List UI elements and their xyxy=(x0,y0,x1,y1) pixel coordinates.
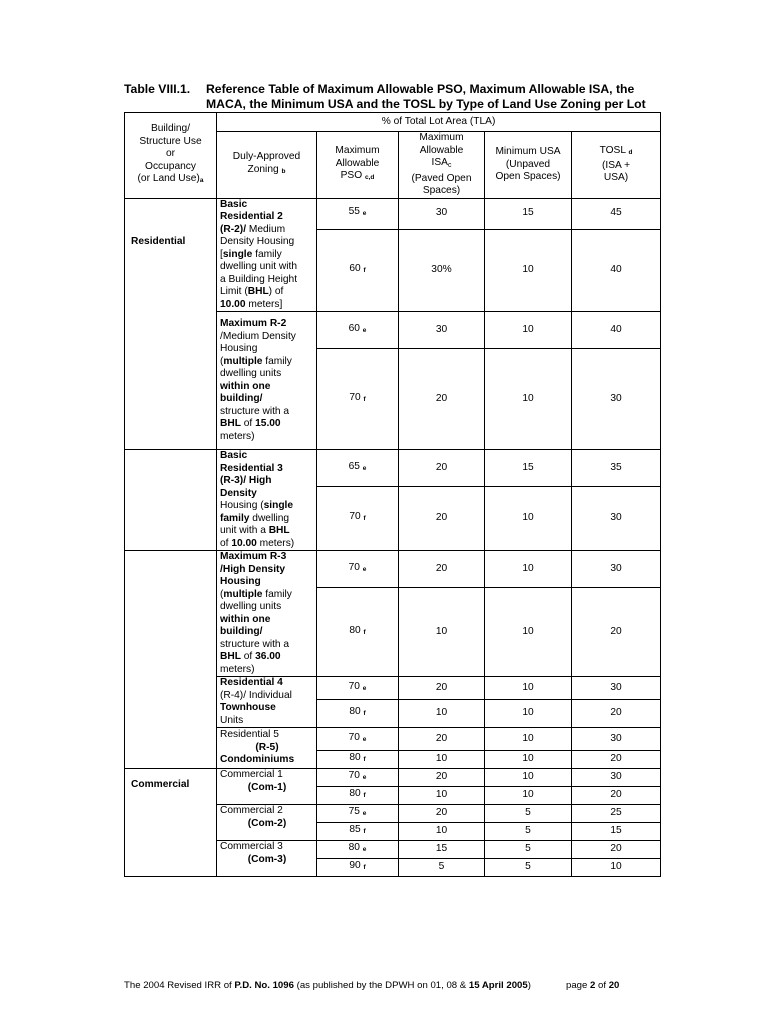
tosl-cell: 35 xyxy=(572,450,661,487)
pso-cell: 80 f xyxy=(317,787,399,805)
usa-cell: 15 xyxy=(485,450,572,487)
isa-cell: 20 xyxy=(399,551,485,588)
zoning-r3-basic: Basic Residential 3 (R-3)/ High Density Housing (single family dwelling unit with a BHL of 10.00 meters) xyxy=(217,450,317,551)
usa-cell: 10 xyxy=(485,551,572,588)
pso-cell: 65 e xyxy=(317,450,399,487)
zoning-com3: Commercial 3 (Com-3) xyxy=(217,841,317,877)
pso-cell: 85 f xyxy=(317,823,399,841)
isa-cell: 10 xyxy=(399,823,485,841)
tosl-cell: 20 xyxy=(572,841,661,859)
occupancy-commercial: Commercial xyxy=(125,769,217,877)
isa-cell: 10 xyxy=(399,700,485,728)
isa-cell: 20 xyxy=(399,728,485,751)
usa-cell: 10 xyxy=(485,787,572,805)
pso-cell: 80 e xyxy=(317,841,399,859)
footer-citation: The 2004 Revised IRR of P.D. No. 1096 (as published by the DPWH on 01, 08 & 15 April 2005) xyxy=(124,980,531,991)
tosl-cell: 40 xyxy=(572,312,661,349)
title-line-2: MACA, the Minimum USA and the TOSL by Type of Land Use Zoning per Lot xyxy=(206,97,646,111)
isa-cell: 10 xyxy=(399,787,485,805)
tosl-cell: 30 xyxy=(572,487,661,551)
reference-table xyxy=(124,112,661,877)
usa-cell: 15 xyxy=(485,198,572,229)
zoning-com1: Commercial 1 (Com-1) xyxy=(217,769,317,805)
table-title xyxy=(124,82,664,112)
header-occupancy: Building/ Structure Use or Occupancy (or Land Use)a xyxy=(125,113,217,199)
usa-cell: 10 xyxy=(485,700,572,728)
pso-cell: 70 f xyxy=(317,349,399,450)
header-pso: Maximum Allowable PSO c,d xyxy=(317,132,399,199)
occupancy-residential: Residential xyxy=(125,198,217,450)
pso-cell: 60 f xyxy=(317,229,399,311)
header-zoning: Duly-Approved Zoning b xyxy=(217,132,317,199)
zoning-r4: Residential 4 (R-4)/ Individual Townhouse Units xyxy=(217,677,317,728)
usa-cell: 5 xyxy=(485,841,572,859)
header-usa: Minimum USA (Unpaved Open Spaces) xyxy=(485,132,572,199)
isa-cell: 20 xyxy=(399,487,485,551)
zoning-r3-max: Maximum R-3 /High Density Housing (multiple family dwelling units within one building/ structure with a BHL of 36.00 meters) xyxy=(217,551,317,677)
header-row xyxy=(125,113,661,132)
isa-cell: 20 xyxy=(399,769,485,787)
tosl-cell: 30 xyxy=(572,769,661,787)
tosl-cell: 25 xyxy=(572,805,661,823)
isa-cell: 20 xyxy=(399,349,485,450)
pso-cell: 70 e xyxy=(317,769,399,787)
table-number: Table VIII.1. xyxy=(124,82,191,96)
table-row xyxy=(125,198,661,229)
isa-cell: 20 xyxy=(399,450,485,487)
pso-cell: 55 e xyxy=(317,198,399,229)
usa-cell: 5 xyxy=(485,859,572,877)
usa-cell: 10 xyxy=(485,349,572,450)
pso-cell: 70 f xyxy=(317,487,399,551)
usa-cell: 10 xyxy=(485,588,572,677)
usa-cell: 10 xyxy=(485,487,572,551)
occupancy-empty xyxy=(125,450,217,551)
tosl-cell: 15 xyxy=(572,823,661,841)
pso-cell: 75 e xyxy=(317,805,399,823)
page-footer xyxy=(124,980,644,991)
zoning-r5: Residential 5 (R-5) Condominiums xyxy=(217,728,317,769)
pso-cell: 60 e xyxy=(317,312,399,349)
title-line-1: Reference Table of Maximum Allowable PSO, Maximum Allowable ISA, the xyxy=(206,82,635,96)
isa-cell: 15 xyxy=(399,841,485,859)
pso-cell: 90 f xyxy=(317,859,399,877)
pso-cell: 80 f xyxy=(317,700,399,728)
tosl-cell: 20 xyxy=(572,700,661,728)
zoning-r2-basic: Basic Residential 2 (R-2)/ Medium Density Housing [single family dwelling unit with a Building Height Limit (BHL) of 10.00 meters] xyxy=(217,198,317,312)
usa-cell: 10 xyxy=(485,229,572,311)
pso-cell: 80 f xyxy=(317,751,399,769)
table-row xyxy=(125,769,661,787)
isa-cell: 30 xyxy=(399,312,485,349)
header-tosl: TOSL d (ISA + USA) xyxy=(572,132,661,199)
tosl-cell: 30 xyxy=(572,349,661,450)
isa-cell: 5 xyxy=(399,859,485,877)
header-isa: Maximum Allowable ISAc (Paved Open Spaces) xyxy=(399,132,485,199)
tosl-cell: 30 xyxy=(572,677,661,700)
pso-cell: 70 e xyxy=(317,728,399,751)
usa-cell: 10 xyxy=(485,677,572,700)
zoning-com2: Commercial 2 (Com-2) xyxy=(217,805,317,841)
usa-cell: 10 xyxy=(485,769,572,787)
tosl-cell: 20 xyxy=(572,751,661,769)
zoning-r2-max: Maximum R-2 /Medium Density Housing (multiple family dwelling units within one building/ structure with a BHL of 15.00 meters) xyxy=(217,312,317,450)
usa-cell: 10 xyxy=(485,751,572,769)
tosl-cell: 30 xyxy=(572,728,661,751)
isa-cell: 10 xyxy=(399,588,485,677)
usa-cell: 10 xyxy=(485,728,572,751)
pso-cell: 70 e xyxy=(317,551,399,588)
pso-cell: 70 e xyxy=(317,677,399,700)
header-tla: % of Total Lot Area (TLA) xyxy=(217,113,661,132)
isa-cell: 30% xyxy=(399,229,485,311)
isa-cell: 20 xyxy=(399,805,485,823)
tosl-cell: 45 xyxy=(572,198,661,229)
table-row xyxy=(125,450,661,487)
isa-cell: 10 xyxy=(399,751,485,769)
tosl-cell: 10 xyxy=(572,859,661,877)
occupancy-empty xyxy=(125,551,217,769)
tosl-cell: 30 xyxy=(572,551,661,588)
tosl-cell: 40 xyxy=(572,229,661,311)
table-row xyxy=(125,551,661,588)
usa-cell: 5 xyxy=(485,823,572,841)
tosl-cell: 20 xyxy=(572,787,661,805)
isa-cell: 20 xyxy=(399,677,485,700)
usa-cell: 5 xyxy=(485,805,572,823)
usa-cell: 10 xyxy=(485,312,572,349)
page-number: page 2 of 20 xyxy=(566,980,620,991)
isa-cell: 30 xyxy=(399,198,485,229)
tosl-cell: 20 xyxy=(572,588,661,677)
pso-cell: 80 f xyxy=(317,588,399,677)
